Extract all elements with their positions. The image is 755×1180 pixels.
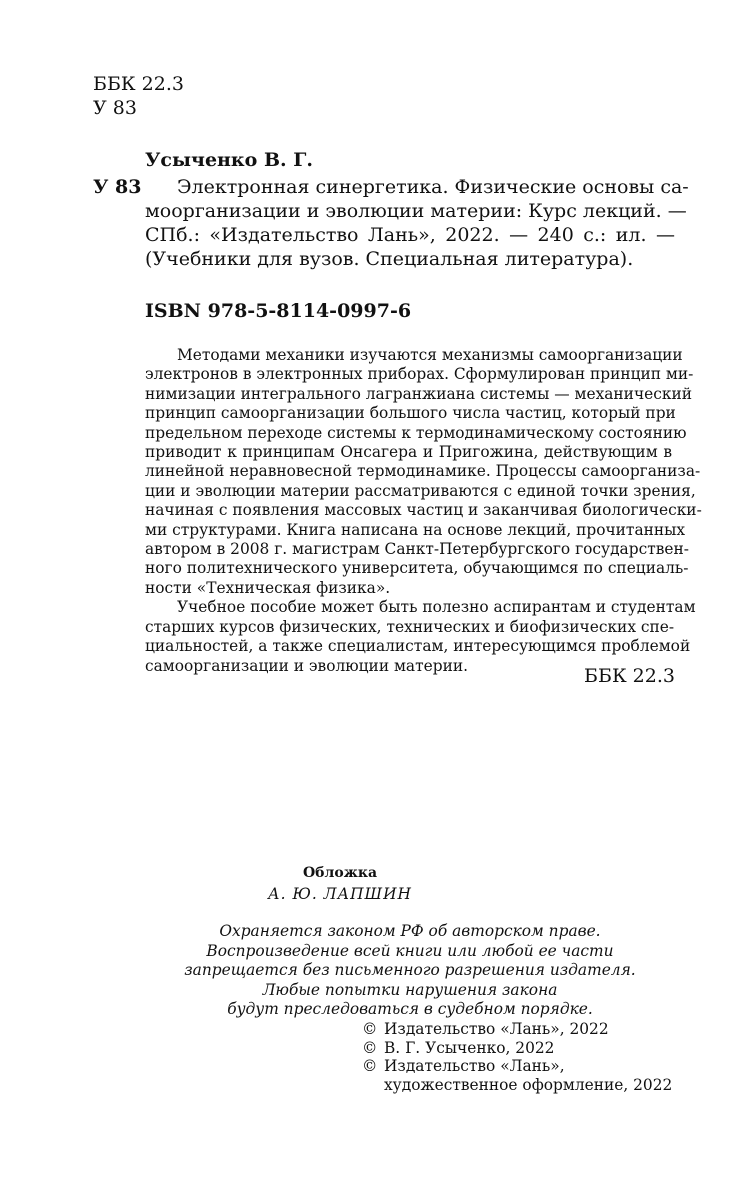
annotation-line: начиная с появления массовых частиц и заканчивая биологически- bbox=[145, 501, 702, 520]
bibliographic-description bbox=[145, 175, 689, 271]
bib-line: (Учебники для вузов. Специальная литература). bbox=[145, 248, 634, 270]
copyright-line: В. Г. Усыченко, 2022 bbox=[384, 1038, 555, 1057]
bbk-classification-bottom: ББК 22.3 bbox=[584, 665, 675, 687]
bbk-classification-top: ББК 22.3 bbox=[93, 73, 184, 95]
copyright-line: художественное оформление, 2022 bbox=[384, 1075, 673, 1094]
copyright-notice bbox=[145, 922, 675, 1020]
bib-line: Электронная синергетика. Физические основы са- bbox=[177, 176, 689, 198]
copyright-text bbox=[384, 1020, 609, 1039]
copyright-item bbox=[362, 1020, 682, 1039]
annotation-line: самоорганизации и эволюции материи. bbox=[145, 656, 468, 675]
cover-designer: А. Ю. ЛАПШИН bbox=[268, 885, 412, 903]
annotation-line: Методами механики изучаются механизмы самоорганизации bbox=[177, 346, 683, 364]
copyright-line: Издательство «Лань», 2022 bbox=[384, 1020, 609, 1038]
notice-line: Охраняется законом РФ об авторском праве. bbox=[219, 922, 601, 940]
notice-line: запрещается без письменного разрешения издателя. bbox=[184, 961, 636, 979]
copyright-text bbox=[384, 1039, 554, 1058]
annotation-line: автором в 2008 г. магистрам Санкт-Петербургского государствен- bbox=[145, 540, 689, 559]
author-name: Усыченко В. Г. bbox=[145, 149, 313, 171]
copyright-text bbox=[384, 1057, 672, 1094]
annotation-line: ности «Техническая физика». bbox=[145, 578, 391, 597]
annotation-line: старших курсов физических, технических и биофизических спе- bbox=[145, 617, 675, 636]
isbn: ISBN 978-5-8114-0997-6 bbox=[145, 300, 412, 322]
copyright-icon: © bbox=[362, 1057, 378, 1075]
annotation-line: ми структурами. Книга написана на основе лекций, прочитанных bbox=[145, 520, 686, 539]
author-code: У 83 bbox=[93, 176, 142, 198]
annotation-line: приводит к принципам Онсагера и Пригожина, действующим в bbox=[145, 443, 672, 462]
annotation-paragraph-1 bbox=[145, 346, 702, 598]
bib-line: моорганизации и эволюции материи: Курс лекций. — bbox=[145, 200, 687, 222]
annotation-line: ного политехнического университета, обучающимся по специаль- bbox=[145, 559, 689, 578]
annotation-line: Учебное пособие может быть полезно аспирантам и студентам bbox=[177, 598, 696, 617]
bib-line: СПб.: «Издательство Лань», 2022. — 240 с.: ил. — bbox=[145, 224, 675, 246]
copyright-item bbox=[362, 1057, 682, 1094]
copyright-icon: © bbox=[362, 1020, 378, 1038]
cover-label: Обложка bbox=[302, 865, 378, 881]
author-code-top: У 83 bbox=[93, 97, 137, 119]
annotation-line: линейной неравновесной термодинамике. Процессы самоорганиза- bbox=[145, 462, 701, 481]
copyright-icon: © bbox=[362, 1038, 378, 1057]
copyright-list bbox=[362, 1020, 682, 1094]
notice-line: Воспроизведение всей книги или любой ее части bbox=[206, 941, 614, 960]
notice-line: Любые попытки нарушения закона bbox=[262, 980, 558, 999]
notice-line: будут преследоваться в судебном порядке. bbox=[227, 1000, 593, 1018]
annotation-line: электронов в электронных приборах. Сформулирован принцип ми- bbox=[145, 365, 694, 384]
copyright-item bbox=[362, 1039, 682, 1058]
annotation-line: циальностей, а также специалистам, интересующимся проблемой bbox=[145, 637, 691, 656]
annotation-line: ции и эволюции материи рассматриваются с единой точки зрения, bbox=[145, 481, 696, 500]
copyright-line: Издательство «Лань», bbox=[384, 1057, 565, 1075]
annotation-line: нимизации интегрального лагранжиана системы — механический bbox=[145, 384, 692, 403]
annotation-line: предельном переходе системы к термодинамическому состоянию bbox=[145, 423, 687, 442]
annotation-line: принцип самоорганизации большого числа частиц, который при bbox=[145, 404, 676, 423]
